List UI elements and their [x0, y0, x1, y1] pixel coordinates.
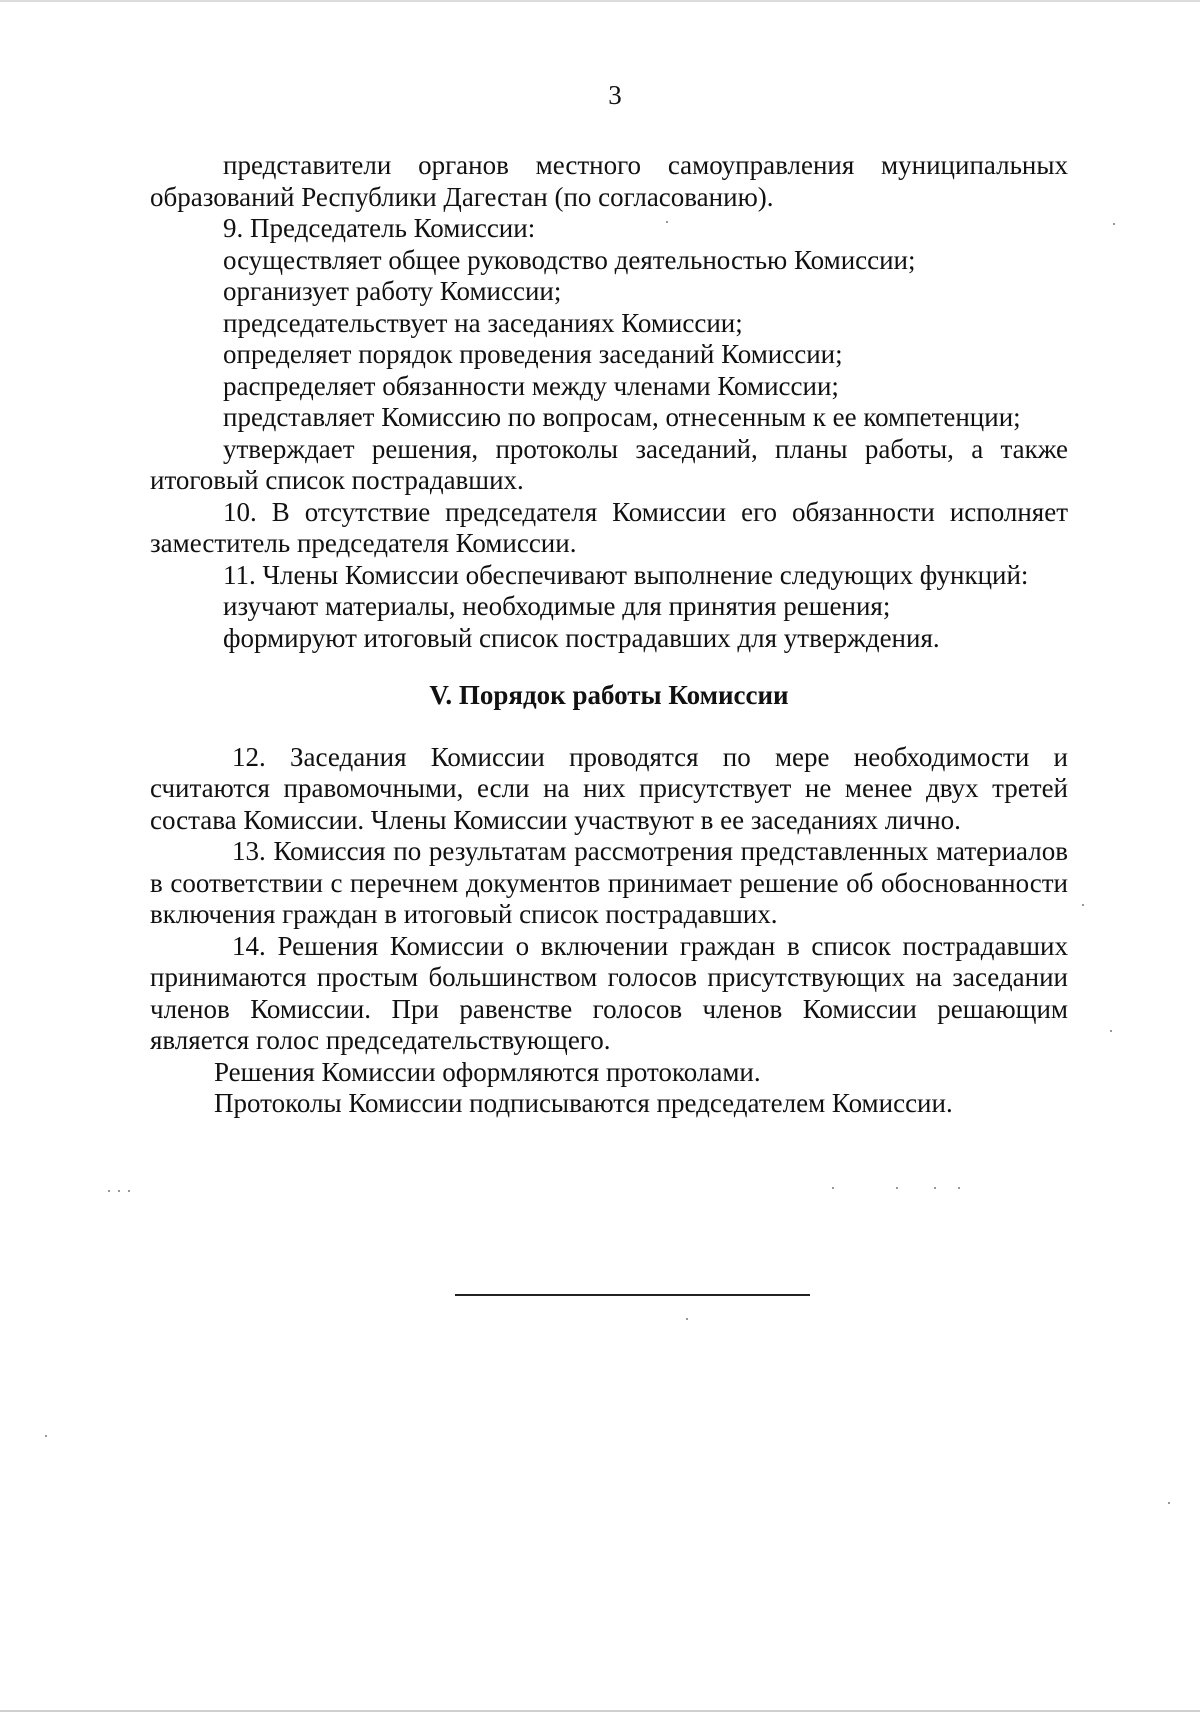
scan-speck — [128, 1190, 130, 1192]
end-of-document-rule — [455, 1294, 810, 1296]
paragraph: 12. Заседания Комиссии проводятся по мере необходимости и считаются правомочными, если на них присутствует не менее двух третей состава Комиссии. Члены Комиссии участвуют в ее заседаниях лично. — [150, 741, 1068, 835]
scan-speck — [1113, 223, 1115, 225]
paragraph: распределяет обязанности между членами Комиссии; — [223, 370, 839, 401]
paragraph: представители органов местного самоуправления муниципальных образований Республики Дагестан (по согласованию). — [150, 150, 1068, 212]
paragraph: председательствует на заседаниях Комиссии; — [223, 307, 743, 338]
paragraph: представляет Комиссию по вопросам, отнесенным к ее компетенции; — [223, 402, 1021, 432]
scan-speck — [958, 1187, 960, 1189]
paragraph: Решения Комиссии оформляются протоколами. — [214, 1056, 761, 1087]
scan-speck — [1168, 1502, 1170, 1504]
paragraph: 9. Председатель Комиссии: — [223, 213, 536, 243]
scan-speck — [1110, 1030, 1112, 1032]
scan-speck — [934, 1187, 936, 1189]
paragraph: 14. Решения Комиссии о включении граждан в список пострадавших принимаются простым большинством голосов присутствующих на заседании членов Комиссии. При равенстве голосов членов Комиссии решающим является голос председательствующего. — [150, 930, 1068, 1055]
paragraph: организует работу Комиссии; — [223, 276, 562, 306]
paragraph: формируют итоговый список пострадавших для утверждения. — [223, 622, 940, 653]
paragraph: утверждает решения, протоколы заседаний, планы работы, а также итоговый список пострадавших. — [150, 433, 1068, 495]
paragraph: 11. Члены Комиссии обеспечивают выполнение следующих функций: — [223, 559, 1029, 590]
document-body — [150, 150, 1068, 1120]
page-number: 3 — [608, 80, 622, 110]
section-commission-procedure — [150, 742, 1068, 1120]
scan-speck — [686, 1318, 688, 1320]
paragraph: 10. В отсутствие председателя Комиссии его обязанности исполняет заместитель председателя Комиссии. — [150, 496, 1068, 558]
scan-top-edge — [0, 0, 1200, 2]
scan-speck — [1082, 904, 1084, 906]
paragraph: осуществляет общее руководство деятельностью Комиссии; — [223, 244, 916, 275]
scan-speck — [108, 1190, 110, 1192]
section-heading: V. Порядок работы Комиссии — [429, 680, 789, 710]
scan-speck — [666, 221, 668, 223]
paragraph: Протоколы Комиссии подписываются председателем Комиссии. — [214, 1088, 953, 1118]
scan-speck — [118, 1190, 120, 1192]
scan-speck — [896, 1187, 898, 1189]
scan-speck — [832, 1187, 834, 1189]
paragraph: определяет порядок проведения заседаний Комиссии; — [223, 339, 843, 369]
paragraph: 13. Комиссия по результатам рассмотрения представленных материалов в соответствии с перечнем документов принимает решение об обоснованности включения граждан в итоговый список пострадавших. — [150, 836, 1068, 929]
scan-speck — [45, 1435, 47, 1437]
section-commission-roles — [150, 150, 1068, 654]
paragraph: изучают материалы, необходимые для принятия решения; — [223, 591, 891, 621]
